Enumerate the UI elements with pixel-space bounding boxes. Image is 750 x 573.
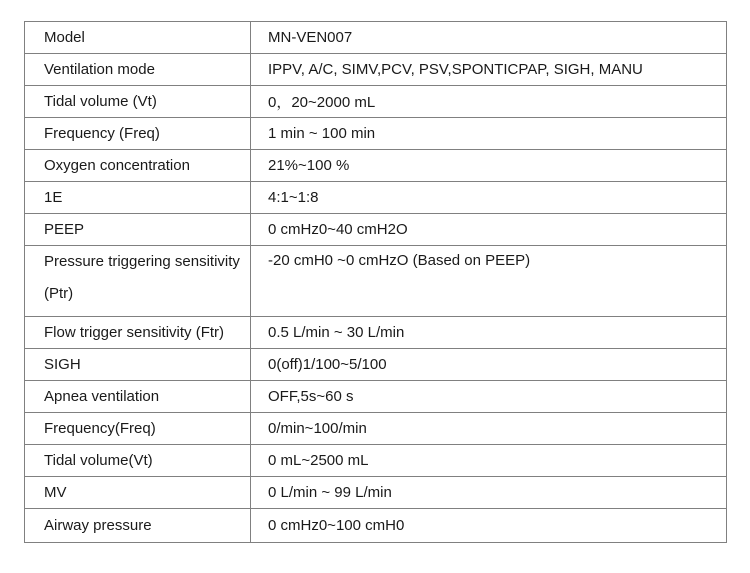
spec-table [24, 21, 727, 543]
spec-label: 1E [25, 182, 251, 214]
spec-value: 0/min~100/min [251, 413, 727, 445]
spec-value: 0 cmHz0~100 cmH0 [251, 509, 727, 543]
spec-value: 0 L/min ~ 99 L/min [251, 477, 727, 509]
spec-value: MN-VEN007 [251, 22, 727, 54]
spec-value: 0(off)1/100~5/100 [251, 349, 727, 381]
table-row [25, 22, 727, 54]
spec-value: IPPV, A/C, SIMV,PCV, PSV,SPONTICPAP, SIGH, MANU [251, 54, 727, 86]
table-row [25, 182, 727, 214]
spec-label: Frequency(Freq) [25, 413, 251, 445]
spec-label: Ventilation mode [25, 54, 251, 86]
spec-label: PEEP [25, 214, 251, 246]
spec-value: 4:1~1:8 [251, 182, 727, 214]
spec-label: Flow trigger sensitivity (Ftr) [25, 317, 251, 349]
spec-value: 0 mL~2500 mL [251, 445, 727, 477]
spec-value: -20 cmH0 ~0 cmHzO (Based on PEEP) [251, 246, 727, 317]
spec-label: Tidal volume(Vt) [25, 445, 251, 477]
table-row [25, 477, 727, 509]
spec-label: Frequency (Freq) [25, 118, 251, 150]
table-row [25, 413, 727, 445]
spec-value: 0.5 L/min ~ 30 L/min [251, 317, 727, 349]
table-row [25, 246, 727, 317]
spec-label: SIGH [25, 349, 251, 381]
table-row [25, 381, 727, 413]
spec-value: 0，20~2000 mL [251, 86, 727, 118]
spec-label: Tidal volume (Vt) [25, 86, 251, 118]
spec-label: Airway pressure [25, 509, 251, 543]
spec-label: Pressure triggering sensitivity (Ptr) [25, 246, 251, 317]
table-row [25, 445, 727, 477]
table-row [25, 349, 727, 381]
spec-label: Model [25, 22, 251, 54]
table-row [25, 86, 727, 118]
table-row [25, 118, 727, 150]
spec-value: 0 cmHz0~40 cmH2O [251, 214, 727, 246]
spec-value: 1 min ~ 100 min [251, 118, 727, 150]
spec-label: Oxygen concentration [25, 150, 251, 182]
spec-label: Apnea ventilation [25, 381, 251, 413]
table-row [25, 54, 727, 86]
spec-value: 21%~100 % [251, 150, 727, 182]
spec-label: MV [25, 477, 251, 509]
table-row [25, 150, 727, 182]
table-row [25, 317, 727, 349]
spec-value: OFF,5s~60 s [251, 381, 727, 413]
table-row [25, 214, 727, 246]
table-row [25, 509, 727, 543]
